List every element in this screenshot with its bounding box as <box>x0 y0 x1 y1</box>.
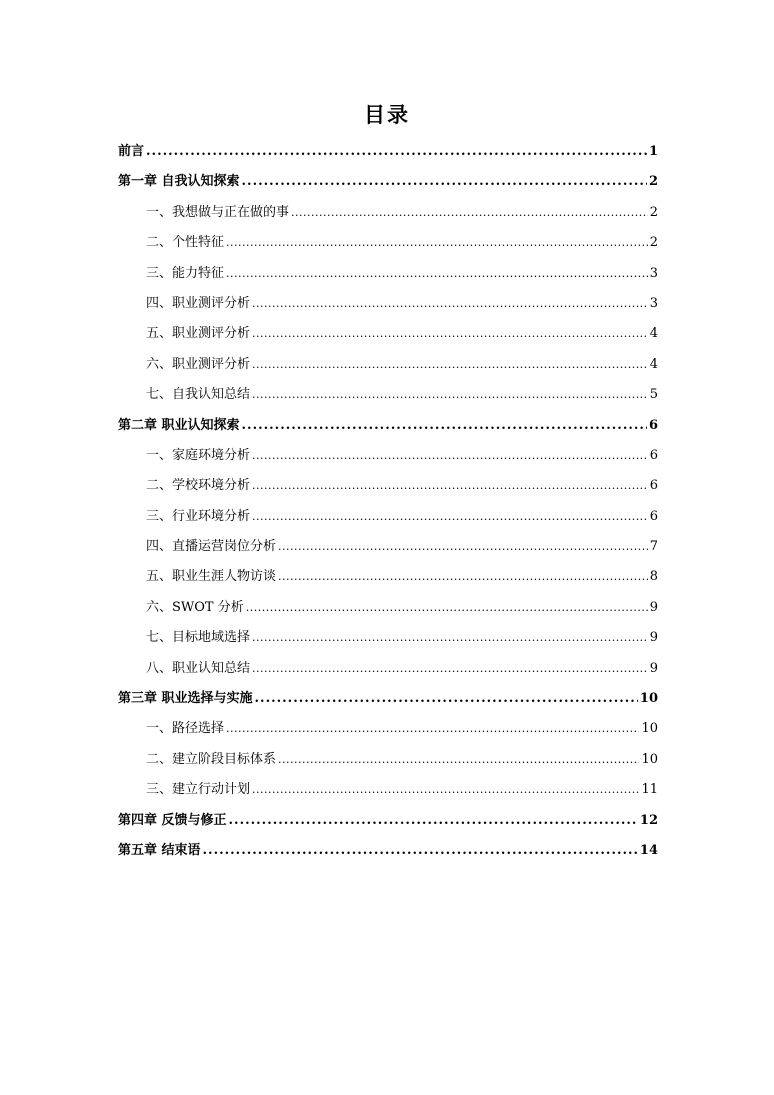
toc-entry[interactable] <box>118 137 658 167</box>
toc-entry-page: 2 <box>649 204 658 220</box>
toc-entry[interactable] <box>118 806 658 836</box>
toc-entry-label: 二、学校环境分析 <box>146 478 251 494</box>
toc-entry-page: 3 <box>649 265 658 281</box>
toc-entry-page: 9 <box>649 599 658 615</box>
toc-leader-dots <box>291 198 648 228</box>
toc-entry[interactable] <box>118 350 658 380</box>
toc-leader-dots <box>252 380 648 410</box>
toc-entry-page: 10 <box>641 721 658 737</box>
toc-entry[interactable] <box>118 411 658 441</box>
toc-leader-dots <box>252 441 648 471</box>
toc-entry[interactable] <box>118 654 658 684</box>
toc-entry-label: 三、行业环境分析 <box>146 508 251 524</box>
toc-entry-page: 9 <box>649 630 658 646</box>
toc-entry[interactable] <box>118 198 658 228</box>
toc-entry[interactable] <box>118 502 658 532</box>
toc-leader-dots <box>252 350 648 380</box>
toc-entry-page: 9 <box>649 660 658 676</box>
toc-entry-label: 七、目标地域选择 <box>146 630 251 646</box>
toc-entry[interactable] <box>118 289 658 319</box>
toc-leader-dots <box>252 623 648 653</box>
toc-entry[interactable] <box>118 684 658 714</box>
toc-entry-page: 10 <box>639 691 658 707</box>
toc-entry[interactable] <box>118 259 658 289</box>
toc-entry-page: 2 <box>648 174 658 190</box>
toc-leader-dots <box>252 319 648 349</box>
toc-entry[interactable] <box>118 167 658 197</box>
toc-entry[interactable] <box>118 228 658 258</box>
toc-leader-dots <box>246 593 648 623</box>
toc-leader-dots <box>242 167 647 197</box>
toc-entry-page: 6 <box>649 478 658 494</box>
toc-entry[interactable] <box>118 441 658 471</box>
toc-entry-page: 7 <box>649 539 658 555</box>
toc-entry-label: 三、建立行动计划 <box>146 782 251 798</box>
toc-entry-label: 第五章 结束语 <box>118 842 201 858</box>
toc-entry[interactable] <box>118 623 658 653</box>
toc-leader-dots <box>252 471 648 501</box>
toc-entry-page: 1 <box>648 144 658 159</box>
toc-leader-dots <box>146 137 647 167</box>
toc-entry-label: 前言 <box>118 144 145 159</box>
toc-entry[interactable] <box>118 775 658 805</box>
toc-entry[interactable] <box>118 745 658 775</box>
toc-entry[interactable] <box>118 836 658 866</box>
toc-title: 目录 <box>364 102 410 127</box>
toc-leader-dots <box>252 775 639 805</box>
toc-entry-page: 4 <box>649 326 658 342</box>
toc-leader-dots <box>278 532 648 562</box>
toc-entry-page: 4 <box>649 356 658 372</box>
toc-leader-dots <box>278 745 639 775</box>
toc-leader-dots <box>278 562 648 592</box>
toc-entry-label: 一、我想做与正在做的事 <box>146 204 290 220</box>
toc-entry-page: 3 <box>649 295 658 311</box>
toc-entry[interactable] <box>118 714 658 744</box>
toc-entry-label: 第三章 职业选择与实施 <box>118 691 253 707</box>
toc-leader-dots <box>226 259 648 289</box>
toc-entry-label: 六、职业测评分析 <box>146 356 251 372</box>
toc-entry-page: 2 <box>649 235 658 251</box>
toc-leader-dots <box>252 654 648 684</box>
toc-entry-label: 三、能力特征 <box>146 265 225 281</box>
toc-leader-dots <box>226 228 648 258</box>
toc-entry[interactable] <box>118 532 658 562</box>
table-of-contents <box>118 137 658 866</box>
toc-entry-label: 第一章 自我认知探索 <box>118 174 240 190</box>
toc-entry-label: 五、职业测评分析 <box>146 326 251 342</box>
toc-leader-dots <box>255 684 638 714</box>
toc-entry-label: 一、路径选择 <box>146 721 225 737</box>
toc-entry-label: 八、职业认知总结 <box>146 660 251 676</box>
toc-leader-dots <box>242 411 647 441</box>
toc-entry-label: 五、职业生涯人物访谈 <box>146 569 277 585</box>
toc-leader-dots <box>203 836 638 866</box>
toc-entry-page: 5 <box>649 387 658 403</box>
toc-leader-dots <box>252 502 648 532</box>
toc-entry-label: 第二章 职业认知探索 <box>118 417 240 433</box>
toc-leader-dots <box>229 806 638 836</box>
toc-entry[interactable] <box>118 380 658 410</box>
toc-entry-page: 6 <box>648 417 658 433</box>
toc-entry-page: 14 <box>639 842 658 858</box>
toc-entry-page: 6 <box>649 508 658 524</box>
toc-entry-label: 四、直播运营岗位分析 <box>146 539 277 555</box>
toc-entry[interactable] <box>118 562 658 592</box>
toc-entry-page: 8 <box>649 569 658 585</box>
toc-entry-page: 10 <box>641 751 658 767</box>
toc-entry-label: 六、SWOT 分析 <box>146 599 244 615</box>
toc-entry-page: 12 <box>639 812 658 828</box>
toc-entry-label: 七、自我认知总结 <box>146 387 251 403</box>
toc-entry[interactable] <box>118 593 658 623</box>
toc-entry-label: 二、建立阶段目标体系 <box>146 751 277 767</box>
toc-entry-label: 四、职业测评分析 <box>146 295 251 311</box>
toc-entry[interactable] <box>118 319 658 349</box>
toc-entry-page: 11 <box>641 782 658 798</box>
toc-leader-dots <box>226 714 639 744</box>
toc-entry-label: 二、个性特征 <box>146 235 225 251</box>
toc-entry-label: 第四章 反馈与修正 <box>118 812 227 828</box>
toc-entry[interactable] <box>118 471 658 501</box>
toc-entry-label: 一、家庭环境分析 <box>146 447 251 463</box>
toc-leader-dots <box>252 289 648 319</box>
toc-entry-page: 6 <box>649 447 658 463</box>
